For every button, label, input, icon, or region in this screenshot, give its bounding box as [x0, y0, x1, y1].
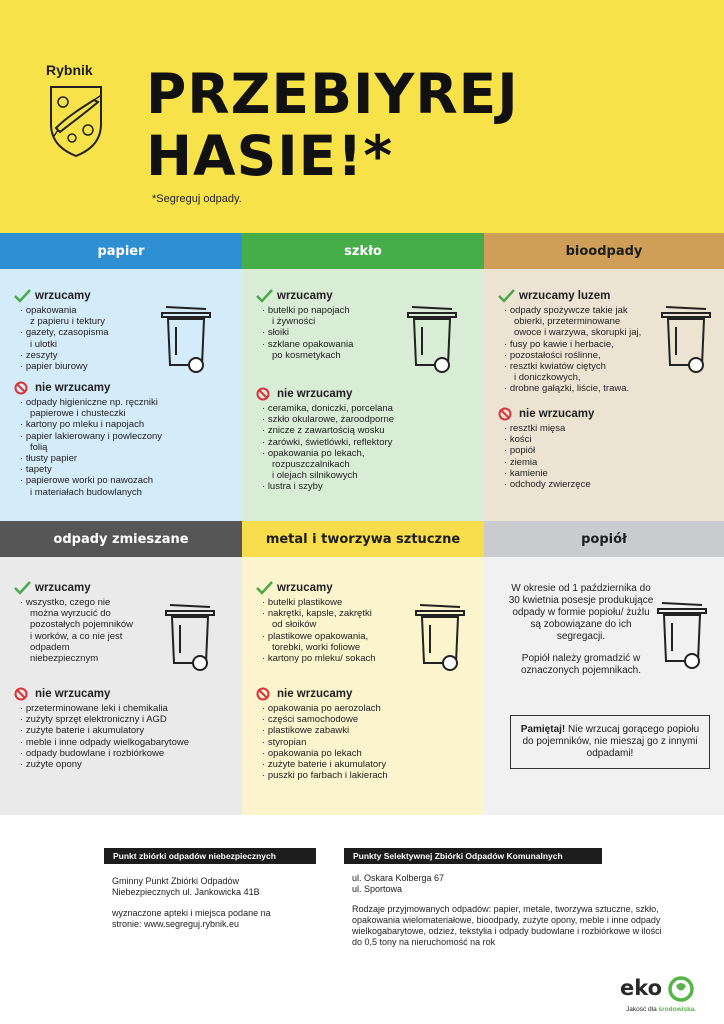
list-item: · nakrętki, kapsle, zakrętki: [262, 608, 376, 619]
panel-title: metal i tworzywa sztuczne: [242, 521, 484, 557]
waste-bin-icon: [164, 603, 218, 675]
hazardous-point-info: [112, 876, 272, 940]
accepted-section: [256, 581, 376, 664]
list-item: · słoiki: [262, 327, 353, 338]
list-item: · zużyty sprzęt elektroniczny i AGD: [20, 714, 189, 725]
list-item: · ceramika, doniczki, porcelana: [262, 403, 394, 414]
no-entry-icon: [256, 387, 273, 401]
list-item: · zeszyty: [20, 350, 109, 361]
list-item: · ziemia: [504, 457, 594, 468]
list-item: · odpady higieniczne np. ręczniki: [20, 397, 162, 408]
coat-of-arms-icon: [48, 84, 104, 158]
accepted-heading: wrzucamy: [35, 290, 91, 302]
list-item: · tapety: [20, 464, 162, 475]
list-item: · meble i inne odpady wielkogabarytowe: [20, 737, 189, 748]
eko-brand: [620, 976, 697, 1013]
no-entry-icon: [14, 381, 31, 395]
rejected-heading: nie wrzucamy: [519, 408, 595, 420]
waste-bin-icon: [656, 601, 710, 673]
list-item: · lustra i szyby: [262, 481, 394, 492]
eko-tagline-prefix: Jakość dla: [626, 1006, 659, 1013]
list-item: · części samochodowe: [262, 714, 388, 725]
pszok-info: [352, 873, 672, 957]
list-item: · przeterminowane leki i chemikalia: [20, 703, 189, 714]
pszok-address-2: ul. Sportowa: [352, 884, 403, 894]
warning-note: [510, 715, 710, 769]
list-item: · resztki mięsa: [504, 423, 594, 434]
accepted-section: [256, 289, 353, 361]
list-item: obierki, przeterminowane: [514, 316, 621, 328]
accepted-section: [14, 289, 109, 372]
accepted-section: [14, 581, 133, 664]
title-line-1: PRZEBIYREJ: [146, 62, 519, 126]
list-item: i worków, a co nie jest: [30, 630, 123, 642]
eko-wordmark: eko: [620, 976, 663, 1000]
waste-bin-icon: [160, 305, 214, 377]
list-item: · zużyte baterie i akumulatory: [20, 725, 189, 736]
list-item: · popiół: [504, 445, 594, 456]
list-item: można wyrzucić do: [30, 608, 111, 620]
list-item: folią: [30, 441, 48, 453]
list-item: · zużyte baterie i akumulatory: [262, 759, 388, 770]
list-item: · kamienie: [504, 468, 594, 479]
eko-tagline: [626, 1006, 724, 1013]
rejected-section: [256, 687, 388, 781]
list-item: · zużyte opony: [20, 759, 189, 770]
panel-title: popiół: [484, 521, 724, 557]
panel-body: [0, 557, 242, 815]
hazardous-point-extra: wyznaczone apteki i miejsca podane na stronie: www.segreguj.rybnik.eu: [112, 908, 271, 929]
list-item: i materiałach budowlanych: [30, 486, 142, 498]
list-item: · fusy po kawie i herbacie,: [504, 339, 641, 350]
list-item: · odpady budowlane i rozbiórkowe: [20, 748, 189, 759]
list-item: i doniczkowych,: [514, 372, 581, 384]
list-item: torebki, worki foliowe: [272, 641, 361, 653]
list-item: · butelki plastikowe: [262, 597, 376, 608]
panel-title: papier: [0, 233, 242, 269]
accepted-heading: wrzucamy luzem: [519, 290, 611, 302]
eko-tagline-accent: środowiska.: [658, 1006, 697, 1013]
list-item: pozostałych pojemników: [30, 619, 133, 631]
waste-bin-icon: [406, 305, 460, 377]
list-item: · odpady spożywcze takie jak: [504, 305, 641, 316]
eko-leaf-icon: [668, 976, 694, 1002]
list-item: odpadem: [30, 641, 70, 653]
list-item: · odchody zwierzęce: [504, 479, 594, 490]
accepted-heading: wrzucamy: [277, 290, 333, 302]
rejected-heading: nie wrzucamy: [277, 388, 353, 400]
rejected-heading: nie wrzucamy: [35, 688, 111, 700]
list-item: · szklane opakowania: [262, 339, 353, 350]
pszok-address-1: ul. Oskara Kolberga 67: [352, 873, 445, 883]
accepted-section: [498, 289, 641, 395]
subtitle: *Segreguj odpady.: [152, 193, 242, 205]
panel-body: [0, 269, 242, 521]
ash-info-text-2: Popiół należy gromadzić w oznaczonych pojemnikach.: [520, 653, 642, 676]
page-title: [146, 63, 519, 187]
rejected-section: [498, 407, 594, 490]
panel-body: [242, 269, 484, 521]
city-name: Rybnik: [46, 62, 93, 78]
rejected-section: [14, 687, 189, 770]
check-icon: [256, 289, 273, 303]
list-item: · papier lakierowany i powleczony: [20, 431, 162, 442]
check-icon: [498, 289, 515, 303]
list-item: owoce i warzywa, skorupki jaj,: [514, 327, 642, 339]
list-item: · plastikowe opakowania,: [262, 631, 376, 642]
pszok-description: Rodzaje przyjmowanych odpadów: papier, metale, tworzywa sztuczne, szkło, opakowania wielomateriałowe, bioodpady, zużyte opony, meble i inne odpady wielkogabarytowe, odzież, tekstylia i odpady budowlane i rozbiórkowe w ilości do 0,5 tony na nieruchomość na rok: [352, 904, 662, 947]
rejected-heading: nie wrzucamy: [277, 688, 353, 700]
panel-body: [484, 269, 724, 521]
no-entry-icon: [256, 687, 273, 701]
accepted-heading: wrzucamy: [277, 582, 333, 594]
list-item: · opakowania po lekach,: [262, 448, 394, 459]
list-item: · resztki kwiatów ciętych: [504, 361, 641, 372]
pszok-label: Punkty Selektywnej Zbiórki Odpadów Komunalnych: [344, 848, 602, 864]
panel-title: szkło: [242, 233, 484, 269]
list-item: · kartony po mleku i napojach: [20, 419, 162, 430]
ash-info: [506, 583, 656, 687]
warning-note-bold: Pamiętaj!: [520, 724, 566, 735]
list-item: · kartony po mleku/ sokach: [262, 653, 376, 664]
list-item: z papieru i tektury: [30, 316, 105, 328]
header-banner: [0, 0, 724, 233]
list-item: · papierowe worki po nawozach: [20, 475, 162, 486]
accepted-heading: wrzucamy: [35, 582, 91, 594]
title-line-2: HASIE!*: [146, 124, 394, 188]
rejected-section: [14, 381, 162, 498]
ash-info-text-1: W okresie od 1 października do 30 kwietnia posesje produkujące odpady w formie popiołu/ żużlu są zobowiązane do ich segregacji.: [508, 583, 654, 642]
panel-body: [242, 557, 484, 815]
list-item: · szkło okularowe, żaroodporne: [262, 414, 394, 425]
panel-body: [484, 557, 724, 815]
list-item: · kości: [504, 434, 594, 445]
check-icon: [14, 581, 31, 595]
list-item: niebezpiecznym: [30, 653, 99, 665]
list-item: i ulotki: [30, 338, 57, 350]
hazardous-point-label: Punkt zbiórki odpadów niebezpiecznych: [104, 848, 316, 864]
list-item: · znicze z zawartością wosku: [262, 425, 394, 436]
list-item: i żywności: [272, 316, 316, 328]
list-item: · drobne gałązki, liście, trawa.: [504, 383, 641, 394]
waste-bin-icon: [414, 603, 468, 675]
waste-bin-icon: [660, 305, 714, 377]
panel-title: bioodpady: [484, 233, 724, 269]
list-item: i olejach silnikowych: [272, 470, 358, 482]
list-item: · puszki po farbach i lakierach: [262, 770, 388, 781]
list-item: · plastikowe zabawki: [262, 725, 388, 736]
list-item: · opakowania po aerozolach: [262, 703, 388, 714]
list-item: · opakowania po lekach: [262, 748, 388, 759]
no-entry-icon: [14, 687, 31, 701]
list-item: · żarówki, świetlówki, reflektory: [262, 437, 394, 448]
list-item: · tłusty papier: [20, 453, 162, 464]
no-entry-icon: [498, 407, 515, 421]
list-item: · opakowania: [20, 305, 109, 316]
list-item: · papier biurowy: [20, 361, 109, 372]
list-item: · butelki po napojach: [262, 305, 353, 316]
rejected-heading: nie wrzucamy: [35, 382, 111, 394]
rejected-section: [256, 387, 394, 493]
list-item: · wszystko, czego nie: [20, 597, 133, 608]
check-icon: [256, 581, 273, 595]
list-item: papierowe i chusteczki: [30, 408, 126, 420]
list-item: rozpuszczalnikach: [272, 459, 350, 471]
list-item: po kosmetykach: [272, 349, 341, 361]
check-icon: [14, 289, 31, 303]
list-item: · pozostałości roślinne,: [504, 350, 641, 361]
warning-note-text: Nie wrzucaj gorącego popiołu do pojemników, nie mieszaj go z innymi odpadami!: [522, 724, 700, 759]
list-item: · styropian: [262, 737, 388, 748]
list-item: · gazety, czasopisma: [20, 327, 109, 338]
list-item: od słoików: [272, 619, 317, 631]
panel-title: odpady zmieszane: [0, 521, 242, 557]
hazardous-point-name: Gminny Punkt Zbiórki Odpadów Niebezpiecznych ul. Jankowicka 41B: [112, 876, 260, 897]
